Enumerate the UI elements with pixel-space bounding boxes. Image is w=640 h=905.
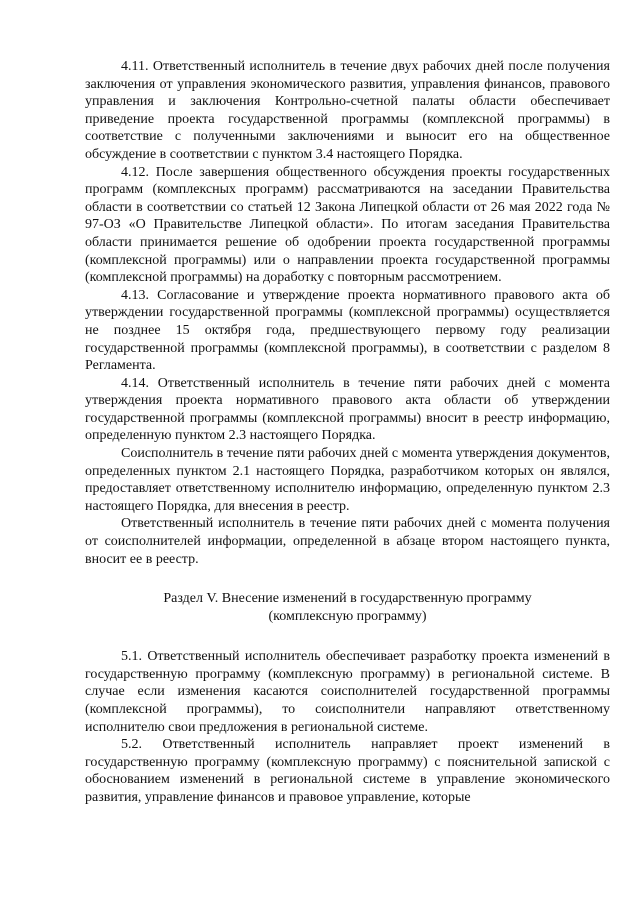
paragraph-5-2: 5.2. Ответственный исполнитель направляет проект изменений в государственную программу (комплексную программу) с пояснительной запиской с обоснованием изменений в региональной системе в управление экономического развития, управление финансов и правовое управление, которые xyxy=(85,737,610,805)
paragraph-responsible-executor: Ответственный исполнитель в течение пяти рабочих дней с момента получения от соисполнителей информации, определенной в абзаце втором настоящего пункта, вносит ее в реестр. xyxy=(85,516,610,567)
paragraph-4-11: 4.11. Ответственный исполнитель в течение двух рабочих дней после получения заключения от управления экономического развития, управления финансов, правового управления и заключения Контрольно-счетной палаты области обеспечивает приведение проекта государственной программы (комплексной программы) в соответствие с полученными заключениями и выносит его на общественное обсуждение в соответствии с пунктом 3.4 настоящего Порядка. xyxy=(85,59,610,162)
section-heading-line1: Раздел V. Внесение изменений в государственную программу xyxy=(163,591,532,607)
paragraph-4-12: 4.12. После завершения общественного обсуждения проекты государственных программ (комплексных программ) рассматриваются на заседании Правительства области в соответствии со статьей 12 Закона Липецкой области от 26 мая 2022 года № 97-ОЗ «О Правительстве Липецкой области». По итогам заседания Правительства области принимается решение об одобрении проекта государственной программы (комплексной программы) или о направлении проекта государственной программы (комплексной программы) на доработку с повторным рассмотрением. xyxy=(85,164,610,286)
paragraph-4-13: 4.13. Согласование и утверждение проекта нормативного правового акта об утверждении государственной программы (комплексной программы) осуществляется не позднее 15 октября года, предшествующего первому году реализации государственной программы (комплексной программы), в соответствии с разделом 8 Регламента. xyxy=(85,287,610,374)
section-heading xyxy=(85,590,610,626)
paragraph-coexecutor: Соисполнитель в течение пяти рабочих дней с момента утверждения документов, определенных пунктом 2.1 настоящего Порядка, разработчиком которых он являлся, предоставляет ответственному исполнителю информацию, определенную пунктом 2.3 настоящего Порядка, для внесения в реестр. xyxy=(85,446,610,514)
paragraph-4-14: 4.14. Ответственный исполнитель в течение пяти рабочих дней с момента утверждения проекта нормативного правового акта области об утверждении государственной программы (комплексной программы) вносит в реестр информацию, определенную пунктом 2.3 настоящего Порядка. xyxy=(85,375,610,444)
paragraph-5-1: 5.1. Ответственный исполнитель обеспечивает разработку проекта изменений в государственную программу (комплексную программу) в региональной системе. В случае если изменения касаются соисполнителей государственной программы (комплексной программы), то соисполнители направляют ответственному исполнителю свои предложения в региональной системе. xyxy=(85,649,610,735)
section-heading-line2: (комплексную программу) xyxy=(268,609,427,625)
